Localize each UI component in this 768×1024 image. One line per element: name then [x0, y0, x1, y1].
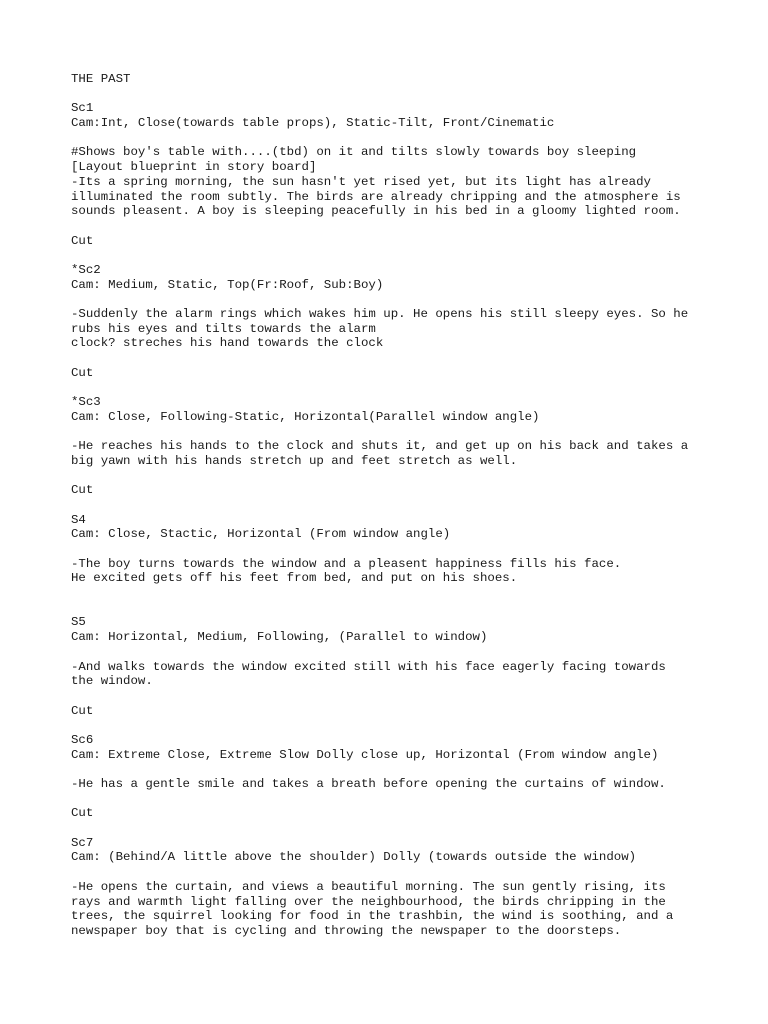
document-line [71, 87, 751, 102]
document-line: trees, the squirrel looking for food in the trashbin, the wind is soothing, and a [71, 909, 674, 924]
document-line [71, 131, 751, 146]
document-line: Cam: Close, Following-Static, Horizontal(Parallel window angle) [71, 409, 540, 424]
document-line: -He reaches his hands to the clock and shuts it, and get up on his back and takes a [71, 439, 689, 454]
document-line: Sc6 [71, 732, 94, 747]
document-line: -He opens the curtain, and views a beautiful morning. The sun gently rising, its [71, 879, 666, 894]
document-line [71, 542, 751, 557]
document-line [71, 380, 751, 395]
document-line: S4 [71, 512, 86, 527]
document-line: Cam: Extreme Close, Extreme Slow Dolly close up, Horizontal (From window angle) [71, 747, 659, 762]
document-line: Cam:Int, Close(towards table props), Static-Tilt, Front/Cinematic [71, 116, 555, 131]
document-line [71, 865, 751, 880]
document-line [71, 351, 751, 366]
script-document [71, 72, 751, 939]
document-line: sounds pleasent. A boy is sleeping peacefully in his bed in a gloomy lighted room. [71, 204, 681, 219]
document-line [71, 792, 751, 807]
document-line: S5 [71, 615, 86, 630]
document-line [71, 425, 751, 440]
document-line: Cut [71, 483, 94, 498]
document-line: newspaper boy that is cycling and throwing the newspaper to the doorsteps. [71, 923, 622, 938]
document-line [71, 219, 751, 234]
document-line [71, 469, 751, 484]
document-line: Sc1 [71, 101, 94, 116]
document-line [71, 689, 751, 704]
document-line [71, 601, 751, 616]
document-line: [Layout blueprint in story board] [71, 160, 317, 175]
document-line [71, 762, 751, 777]
document-line: Cam: Close, Stactic, Horizontal (From window angle) [71, 527, 451, 542]
document-line [71, 498, 751, 513]
document-line [71, 821, 751, 836]
document-line: clock? streches his hand towards the clock [71, 336, 384, 351]
document-line: #Shows boy's table with....(tbd) on it and tilts slowly towards boy sleeping [71, 145, 637, 160]
document-line [71, 645, 751, 660]
document-line: Cut [71, 703, 94, 718]
document-line: *Sc2 [71, 262, 101, 277]
document-line: Cam: Medium, Static, Top(Fr:Roof, Sub:Boy) [71, 277, 384, 292]
document-line: Cut [71, 806, 94, 821]
document-line: He excited gets off his feet from bed, and put on his shoes. [71, 571, 518, 586]
document-line: Cam: (Behind/A little above the shoulder) Dolly (towards outside the window) [71, 850, 637, 865]
document-line: THE PAST [71, 72, 131, 86]
document-line: Cut [71, 365, 94, 380]
document-line: -He has a gentle smile and takes a breath before opening the curtains of window. [71, 777, 666, 791]
document-line: -Suddenly the alarm rings which wakes him up. He opens his still sleepy eyes. So he [71, 307, 689, 321]
document-line: -And walks towards the window excited still with his face eagerly facing towards [71, 659, 666, 674]
document-line [71, 586, 751, 601]
document-line: the window. [71, 674, 153, 689]
document-line: Cut [71, 233, 94, 248]
document-line [71, 248, 751, 263]
document-line: -The boy turns towards the window and a pleasent happiness fills his face. [71, 556, 622, 571]
document-line: -Its a spring morning, the sun hasn't yet rised yet, but its light has already [71, 174, 651, 189]
document-line [71, 718, 751, 733]
document-line: rubs his eyes and tilts towards the alarm [71, 321, 376, 336]
document-line: Cam: Horizontal, Medium, Following, (Parallel to window) [71, 630, 488, 645]
document-line: *Sc3 [71, 395, 101, 410]
document-line: illuminated the room subtly. The birds are already chripping and the atmosphere is [71, 189, 681, 204]
document-line: big yawn with his hands stretch up and feet stretch as well. [71, 453, 518, 468]
document-line [71, 292, 751, 307]
document-line: Sc7 [71, 835, 94, 850]
document-line: rays and warmth light falling over the neighbourhood, the birds chripping in the [71, 894, 666, 909]
